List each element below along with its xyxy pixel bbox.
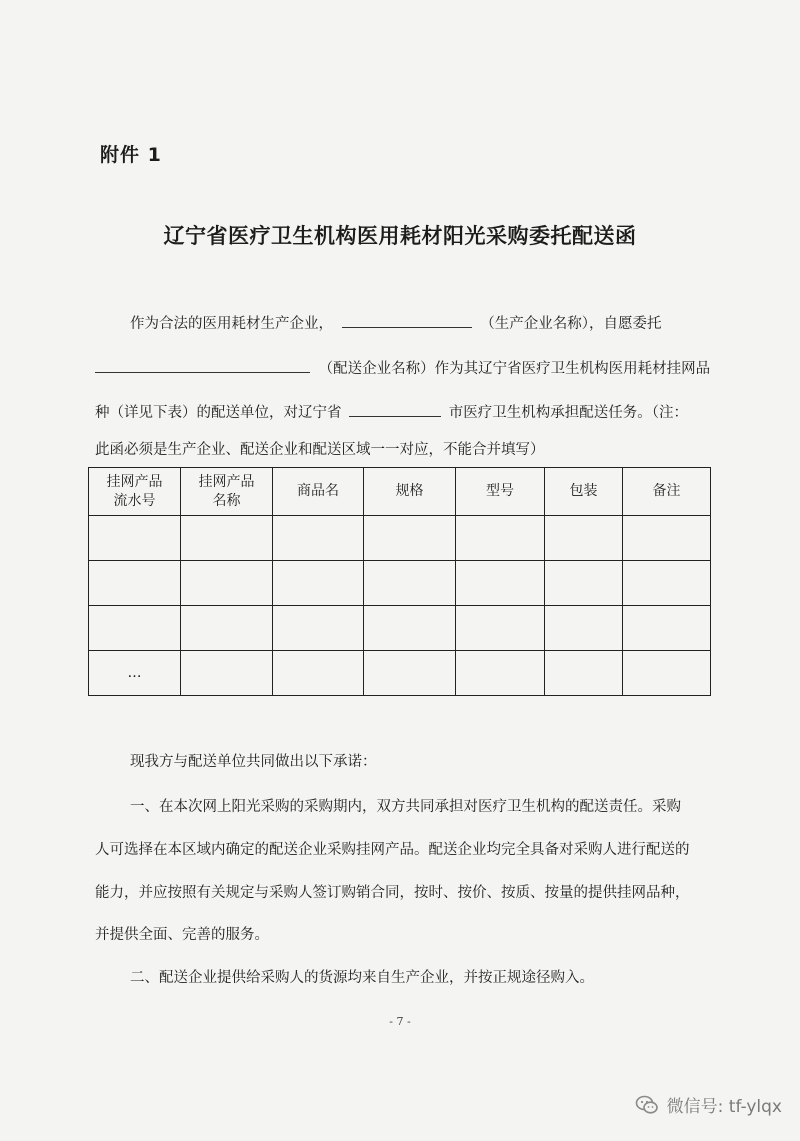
header-serial-number-text: 挂网产品 流水号 — [106, 473, 163, 509]
header-packaging: 包装 — [545, 468, 623, 516]
commitment-item1-line3: 能力，并应按照有关规定与采购人签订购销合同，按时、按价、按质、按量的提供挂网品种， — [95, 885, 690, 901]
table-cell — [273, 516, 364, 561]
table-cell — [545, 651, 623, 696]
commitment-item1-line4: 并提供全面、完善的服务。 — [95, 927, 269, 943]
header-specification: 规格 — [364, 468, 456, 516]
table-cell — [89, 516, 181, 561]
table-cell — [545, 561, 623, 606]
commitment-item1-line1: 一、在本次网上阳光采购的采购期内，双方共同承担对医疗卫生机构的配送责任。采购 — [130, 799, 681, 815]
table-cell — [623, 516, 711, 561]
table-cell — [273, 651, 364, 696]
header-trade-name: 商品名 — [273, 468, 364, 516]
table-cell — [364, 516, 456, 561]
table-header-row — [89, 468, 711, 516]
intro-line1-start: 作为合法的医用耗材生产企业， — [130, 316, 333, 332]
intro-line-1 — [130, 312, 661, 333]
table-cell — [456, 561, 545, 606]
header-product-name-text: 挂网产品 名称 — [198, 473, 255, 509]
table-cell — [273, 606, 364, 651]
intro-line2-text: （配送企业名称）作为其辽宁省医疗卫生机构医用耗材挂网品 — [318, 361, 711, 377]
header-remarks: 备注 — [623, 468, 711, 516]
table-cell — [456, 651, 545, 696]
table-cell — [181, 561, 273, 606]
attachment-label: 附件 1 — [100, 144, 162, 166]
document-title: 辽宁省医疗卫生机构医用耗材阳光采购委托配送函 — [163, 224, 637, 248]
table-cell — [89, 606, 181, 651]
table-cell — [364, 651, 456, 696]
table-row — [89, 516, 711, 561]
table-cell — [273, 561, 364, 606]
table-cell — [456, 606, 545, 651]
page-number: - 7 - — [389, 1015, 411, 1028]
commitment-lead: 现我方与配送单位共同做出以下承诺： — [130, 754, 377, 770]
commitment-item1-line2: 人可选择在本区域内确定的配送企业采购挂网产品。配送企业均完全具备对采购人进行配送的 — [95, 842, 690, 858]
intro-line1-end: （生产企业名称），自愿委托 — [480, 316, 662, 332]
table-cell — [181, 516, 273, 561]
table-row — [89, 606, 711, 651]
intro-line3-start: 种（详见下表）的配送单位，对辽宁省 — [95, 405, 342, 421]
wechat-id-text: 微信号: tf-ylqx — [666, 1097, 782, 1117]
intro-line-2 — [95, 357, 710, 378]
table-cell — [181, 606, 273, 651]
table-cell — [364, 561, 456, 606]
wechat-watermark — [635, 1092, 782, 1117]
table-cell — [545, 606, 623, 651]
table-cell: … — [89, 651, 181, 696]
table-row — [89, 561, 711, 606]
intro-line-3 — [95, 401, 688, 422]
table-cell — [623, 651, 711, 696]
manufacturer-name-blank — [342, 313, 472, 328]
product-table — [88, 467, 711, 696]
header-product-name — [181, 468, 273, 516]
distributor-name-blank — [95, 358, 310, 373]
commitment-item2-line1: 二、配送企业提供给采购人的货源均来自生产企业，并按正规途径购入。 — [130, 970, 594, 986]
header-model: 型号 — [456, 468, 545, 516]
intro-line-4: 此函必须是生产企业、配送企业和配送区域一一对应，不能合并填写） — [95, 442, 545, 458]
table-cell — [456, 516, 545, 561]
table-cell — [181, 651, 273, 696]
table-row — [89, 651, 711, 696]
wechat-icon — [635, 1094, 659, 1116]
header-serial-number — [89, 468, 181, 516]
intro-line3-end: 市医疗卫生机构承担配送任务。（注： — [448, 405, 688, 421]
city-name-blank — [349, 402, 441, 417]
table-cell — [623, 561, 711, 606]
table-cell — [545, 516, 623, 561]
table-cell — [623, 606, 711, 651]
table-cell — [364, 606, 456, 651]
table-cell — [89, 561, 181, 606]
